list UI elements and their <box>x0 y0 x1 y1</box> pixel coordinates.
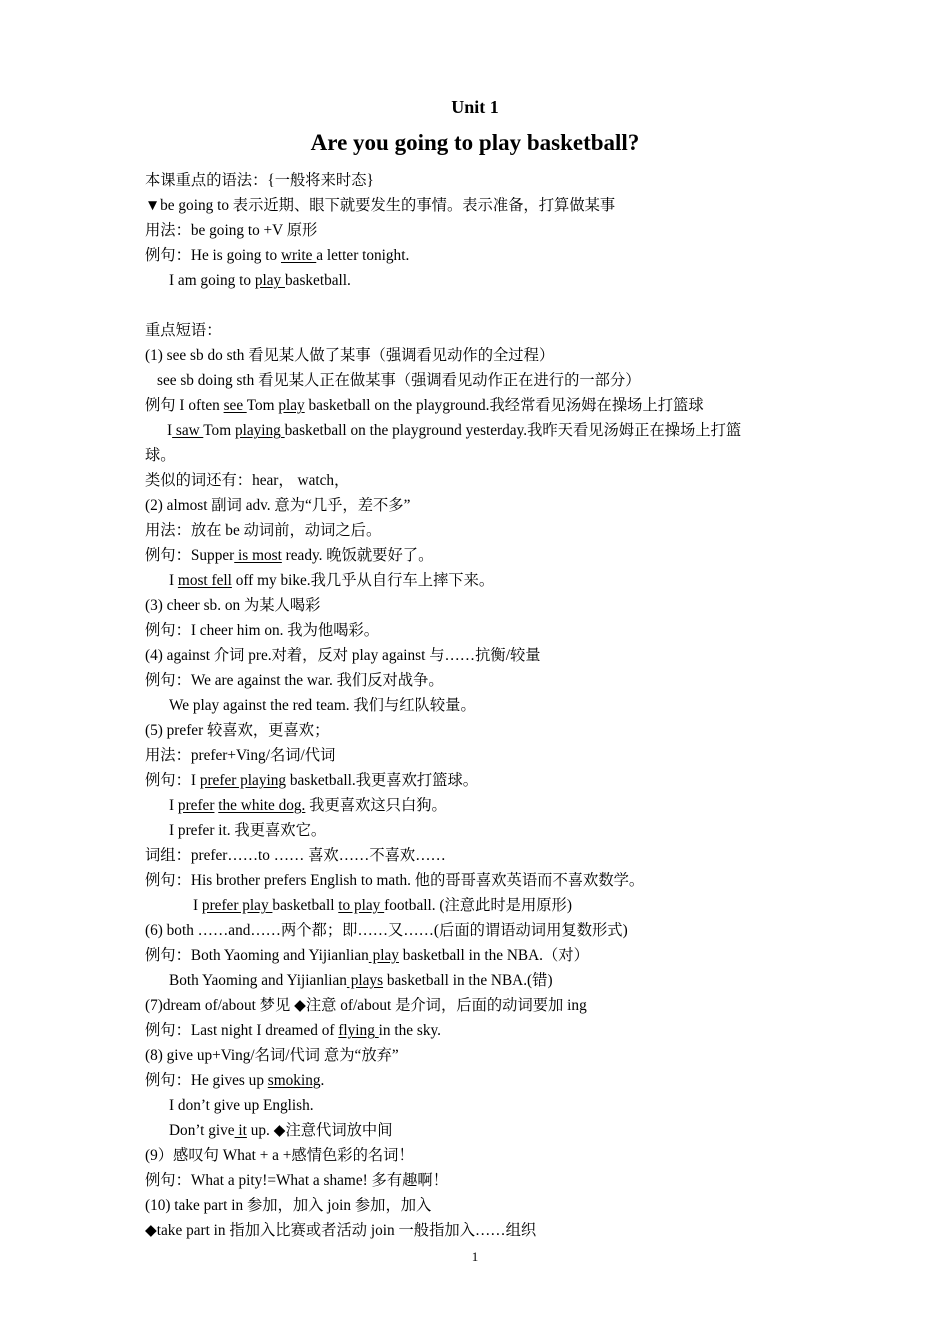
text-segment: 用法：放在 be 动词前，动词之后。 <box>145 522 382 539</box>
text-line <box>145 943 815 968</box>
text-line <box>145 1068 815 1093</box>
text-segment: I <box>167 422 173 439</box>
text-segment: (1) see sb do sth 看见某人做了某事（强调看见动作的全过程） <box>145 347 555 364</box>
underlined-text: smoking <box>267 1072 321 1089</box>
underlined-text: most fell <box>177 572 232 589</box>
text-line <box>145 918 815 943</box>
text-line <box>145 668 815 693</box>
text-line <box>145 993 815 1018</box>
text-segment: see sb doing sth 看见某人正在做某事（强调看见动作正在进行的一部分） <box>157 372 641 389</box>
text-segment: Don’t give <box>169 1122 235 1139</box>
text-segment: 本课重点的语法：{一般将来时态} <box>145 172 374 189</box>
text-segment: basketball in the NBA.(错) <box>383 972 553 989</box>
text-segment: football. (注意此时是用原形) <box>384 897 572 914</box>
underlined-text: prefer <box>177 797 215 814</box>
text-segment: basketball. <box>285 272 351 289</box>
text-segment: I <box>193 897 202 914</box>
underlined-text: plays <box>346 972 384 989</box>
text-segment: I prefer it. 我更喜欢它。 <box>169 822 327 839</box>
text-segment: 例句：I cheer him on. 我为他喝彩。 <box>145 622 380 639</box>
text-segment: basketball.我更喜欢打篮球。 <box>286 772 479 789</box>
text-segment: 例句：We are against the war. 我们反对战争。 <box>145 672 444 689</box>
text-line <box>145 968 815 993</box>
text-segment: (4) against 介词 pre.对着，反对 play against 与……抗衡/较量 <box>145 647 541 664</box>
text-line <box>145 1168 815 1193</box>
underlined-text: prefer play <box>201 897 273 914</box>
underlined-text: saw <box>172 422 204 439</box>
text-segment: in the sky. <box>378 1022 441 1039</box>
text-line <box>145 543 815 568</box>
text-line <box>145 768 815 793</box>
text-line <box>145 493 815 518</box>
text-segment: . <box>320 1072 325 1089</box>
text-line <box>145 268 815 293</box>
text-line <box>145 443 815 468</box>
text-segment: off my bike.我几乎从自行车上摔下来。 <box>231 572 495 589</box>
text-segment: 例句：He gives up <box>145 1072 268 1089</box>
text-line <box>145 1143 815 1168</box>
text-segment: up. ◆注意代词放中间 <box>246 1122 393 1139</box>
text-segment: basketball in the NBA.（对） <box>398 947 589 964</box>
underlined-text: play <box>278 397 305 414</box>
underlined-text: play <box>368 947 399 964</box>
text-segment: (3) cheer sb. on 为某人喝彩 <box>145 597 321 614</box>
text-segment: 球。 <box>145 447 176 464</box>
text-line <box>145 643 815 668</box>
text-line <box>145 793 815 818</box>
text-line <box>145 218 815 243</box>
text-segment: basketball <box>272 897 339 914</box>
text-segment: 例句：Both Yaoming and Yijianlian <box>145 947 369 964</box>
text-segment: 例句：His brother prefers English to math. 他的哥哥喜欢英语而不喜欢数学。 <box>145 872 645 889</box>
text-segment: ◆take part in 指加入比赛或者活动 join 一般指加入……组织 <box>145 1222 537 1239</box>
text-segment: (6) both ……and……两个都；即……又……(后面的谓语动词用复数形式) <box>145 922 628 939</box>
underlined-text: flying <box>338 1022 379 1039</box>
text-segment: 用法：prefer+Ving/名词/代词 <box>145 747 336 764</box>
text-line <box>145 718 815 743</box>
lesson-title: Are you going to play basketball? <box>310 130 640 155</box>
text-segment: ready. 晚饭就要好了。 <box>281 547 434 564</box>
text-segment: (2) almost 副词 adv. 意为“几乎，差不多” <box>145 497 411 514</box>
text-line <box>145 393 815 418</box>
text-segment: 类似的词还有：hear， watch， <box>145 472 350 489</box>
text-segment: I <box>169 572 178 589</box>
underlined-text: play <box>254 272 285 289</box>
text-segment: basketball on the playground yesterday.我昨天看见汤姆正在操场上打篮 <box>284 422 742 439</box>
text-line <box>145 593 815 618</box>
text-line <box>145 193 815 218</box>
unit-heading: Unit 1 <box>451 97 499 117</box>
text-segment: I <box>169 797 178 814</box>
text-segment: Tom <box>203 422 235 439</box>
text-segment: (5) prefer 较喜欢，更喜欢； <box>145 722 330 739</box>
text-line <box>145 168 815 193</box>
underlined-text: it <box>234 1122 247 1139</box>
underlined-text: is most <box>234 547 282 564</box>
underlined-text: see <box>223 397 247 414</box>
text-segment: (9）感叹句 What + a +感情色彩的名词！ <box>145 1147 414 1164</box>
text-line <box>145 518 815 543</box>
text-segment: a letter tonight. <box>316 247 410 264</box>
underlined-text: the white dog. <box>218 797 306 814</box>
text-segment: Tom <box>246 397 279 414</box>
text-line <box>145 843 815 868</box>
text-segment: Both Yaoming and Yijianlian <box>169 972 347 989</box>
text-segment: 例句：He is going to <box>145 247 281 264</box>
text-line <box>145 1043 815 1068</box>
text-line <box>145 368 815 393</box>
text-segment: basketball on the playground.我经常看见汤姆在操场上打篮球 <box>304 397 704 414</box>
text-line <box>145 1193 815 1218</box>
text-line <box>145 1118 815 1143</box>
text-segment: 例句：Last night I dreamed of <box>145 1022 339 1039</box>
text-segment: 例句 I often <box>145 397 224 414</box>
underlined-text: playing <box>234 422 285 439</box>
text-line <box>145 1018 815 1043</box>
text-line <box>145 893 815 918</box>
text-line <box>145 868 815 893</box>
text-segment: (10) take part in 参加，加入 join 参加，加入 <box>145 1197 432 1214</box>
document-body <box>145 168 815 1243</box>
page-number: 1 <box>471 1249 479 1264</box>
text-line <box>145 418 815 443</box>
text-line <box>145 693 815 718</box>
text-line <box>145 318 815 343</box>
underlined-text: prefer playing <box>199 772 287 789</box>
text-segment: 例句：Supper <box>145 547 235 564</box>
text-line <box>145 1093 815 1118</box>
text-line <box>145 468 815 493</box>
text-segment: ▼be going to 表示近期、眼下就要发生的事情。表示准备，打算做某事 <box>145 197 616 214</box>
underlined-text: to play <box>338 897 385 914</box>
text-line <box>145 818 815 843</box>
text-segment: 重点短语： <box>145 322 222 339</box>
text-line <box>145 743 815 768</box>
underlined-text: write <box>280 247 317 264</box>
text-line <box>145 243 815 268</box>
text-line <box>145 568 815 593</box>
text-line <box>145 618 815 643</box>
text-line <box>145 1218 815 1243</box>
text-segment: 例句：What a pity!=What a shame! 多有趣啊！ <box>145 1172 449 1189</box>
text-segment: 用法：be going to +V 原形 <box>145 222 318 239</box>
text-segment: (7)dream of/about 梦见 ◆注意 of/about 是介词，后面的动词要加 ing <box>145 997 587 1014</box>
text-line <box>145 293 815 318</box>
text-line <box>145 343 815 368</box>
text-segment: 我更喜欢这只白狗。 <box>305 797 447 814</box>
text-segment: 例句：I <box>145 772 200 789</box>
text-segment: I am going to <box>169 272 255 289</box>
text-segment: We play against the red team. 我们与红队较量。 <box>169 697 476 714</box>
text-segment: (8) give up+Ving/名词/代词 意为“放弃” <box>145 1047 399 1064</box>
text-segment: 词组：prefer……to …… 喜欢……不喜欢…… <box>145 847 446 864</box>
text-segment: I don’t give up English. <box>169 1097 314 1114</box>
